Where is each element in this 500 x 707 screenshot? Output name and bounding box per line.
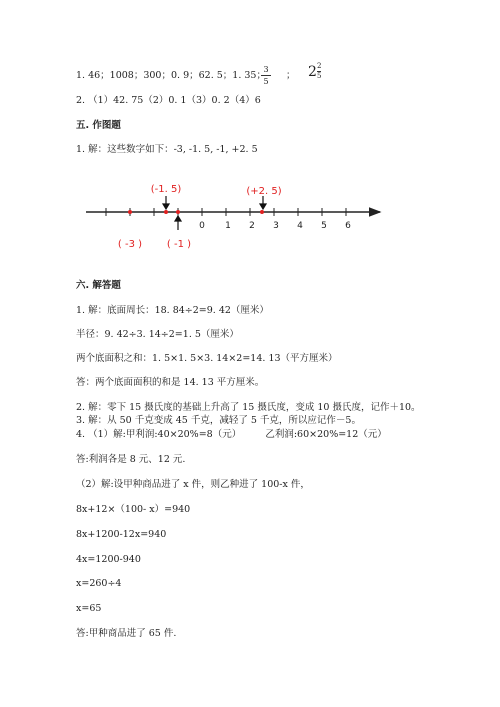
label-minus-3: ( -3 ) xyxy=(117,239,143,250)
mixed-fraction xyxy=(317,62,321,80)
label-plus-2-5: (+2. 5) xyxy=(246,186,282,197)
solution-line-3: 两个底面积之和：1. 5×1. 5×3. 14×2=14. 13（平方厘米） xyxy=(76,353,338,364)
point-plus-2-5 xyxy=(260,210,264,214)
tick-label-0: 0 xyxy=(199,221,205,231)
mixed-numerator: 2 xyxy=(317,62,322,70)
section-5-line-1: 1. 解：这些数字如下：-3, -1. 5, -1, +2. 5 xyxy=(76,144,258,155)
solution-line-7: 4. （1）解:甲利润:40×20%=8（元） 乙利润:60×20%=12（元） xyxy=(76,429,387,440)
solution-line-1: 1. 解：底面周长：18. 84÷2=9. 42（厘米） xyxy=(76,305,269,316)
solution-line-8: 答:利润各是 8 元、12 元. xyxy=(76,454,186,465)
solution-line-11: 8x+1200-12x=940 xyxy=(76,529,167,540)
tick-label-5: 5 xyxy=(321,221,327,231)
answer-line-2: 2. （1）42. 75（2）0. 1（3）0. 2（4）6 xyxy=(76,95,261,106)
fraction-three-fifths xyxy=(261,65,271,86)
mixed-whole: 2 xyxy=(308,64,317,80)
solution-line-15: 答:甲种商品进了 65 件. xyxy=(76,628,177,639)
number-line-diagram xyxy=(0,178,500,258)
tick-label-6: 6 xyxy=(345,221,351,231)
answer-line-1 xyxy=(76,70,266,82)
point-minus-3 xyxy=(128,210,132,214)
solution-line-13: x=260÷4 xyxy=(76,578,122,589)
solution-line-6: 3. 解：从 50 千克变成 45 千克，减轻了 5 千克，所以应记作－5。 xyxy=(76,415,361,426)
arrowhead-down-plus-2-5 xyxy=(260,204,266,209)
fraction-numerator: 3 xyxy=(263,65,269,74)
solution-line-4: 答：两个底面面积的和是 14. 13 平方厘米。 xyxy=(76,377,265,388)
solution-line-12: 4x=1200-940 xyxy=(76,554,141,565)
solution-line-14: x=65 xyxy=(76,603,102,614)
fraction-denominator: 5 xyxy=(263,77,269,86)
point-minus-1 xyxy=(176,210,180,214)
solution-line-5: 2. 解：零下 15 摄氏度的基础上升高了 15 摄氏度，变成 10 摄氏度，记作＋10。 xyxy=(76,402,421,413)
label-minus-1-5: (-1. 5) xyxy=(150,184,182,195)
arrowhead-up-minus-1 xyxy=(175,216,181,221)
section-6-heading: 六. 解答题 xyxy=(76,280,121,291)
solution-line-2: 半径：9. 42÷3. 14÷2=1. 5（厘米） xyxy=(76,329,239,340)
tick-label-2: 2 xyxy=(249,221,255,231)
mixed-denominator: 5 xyxy=(317,72,322,80)
arrowhead-down-minus-1-5 xyxy=(163,204,169,209)
mixed-number-two-and-two-fifths xyxy=(308,62,322,80)
label-minus-1: ( -1 ) xyxy=(166,239,192,250)
tick-label-3: 3 xyxy=(273,221,279,231)
solution-line-10: 8x+12×（100- x）=940 xyxy=(76,504,191,515)
answer-line-1-text: 1. 46；1008；300；0. 9；62. 5；1. 35； xyxy=(76,70,266,81)
tick-label-1: 1 xyxy=(225,221,231,231)
answer-separator xyxy=(286,70,296,82)
section-5-heading: 五. 作图题 xyxy=(76,120,121,131)
point-minus-1-5 xyxy=(164,210,168,214)
solution-line-9: （2）解:设甲种商品进了 x 件，则乙种进了 100-x 件， xyxy=(76,479,310,490)
separator-text: ； xyxy=(286,70,296,81)
fraction-bar xyxy=(261,75,271,76)
tick-label-4: 4 xyxy=(297,221,303,231)
